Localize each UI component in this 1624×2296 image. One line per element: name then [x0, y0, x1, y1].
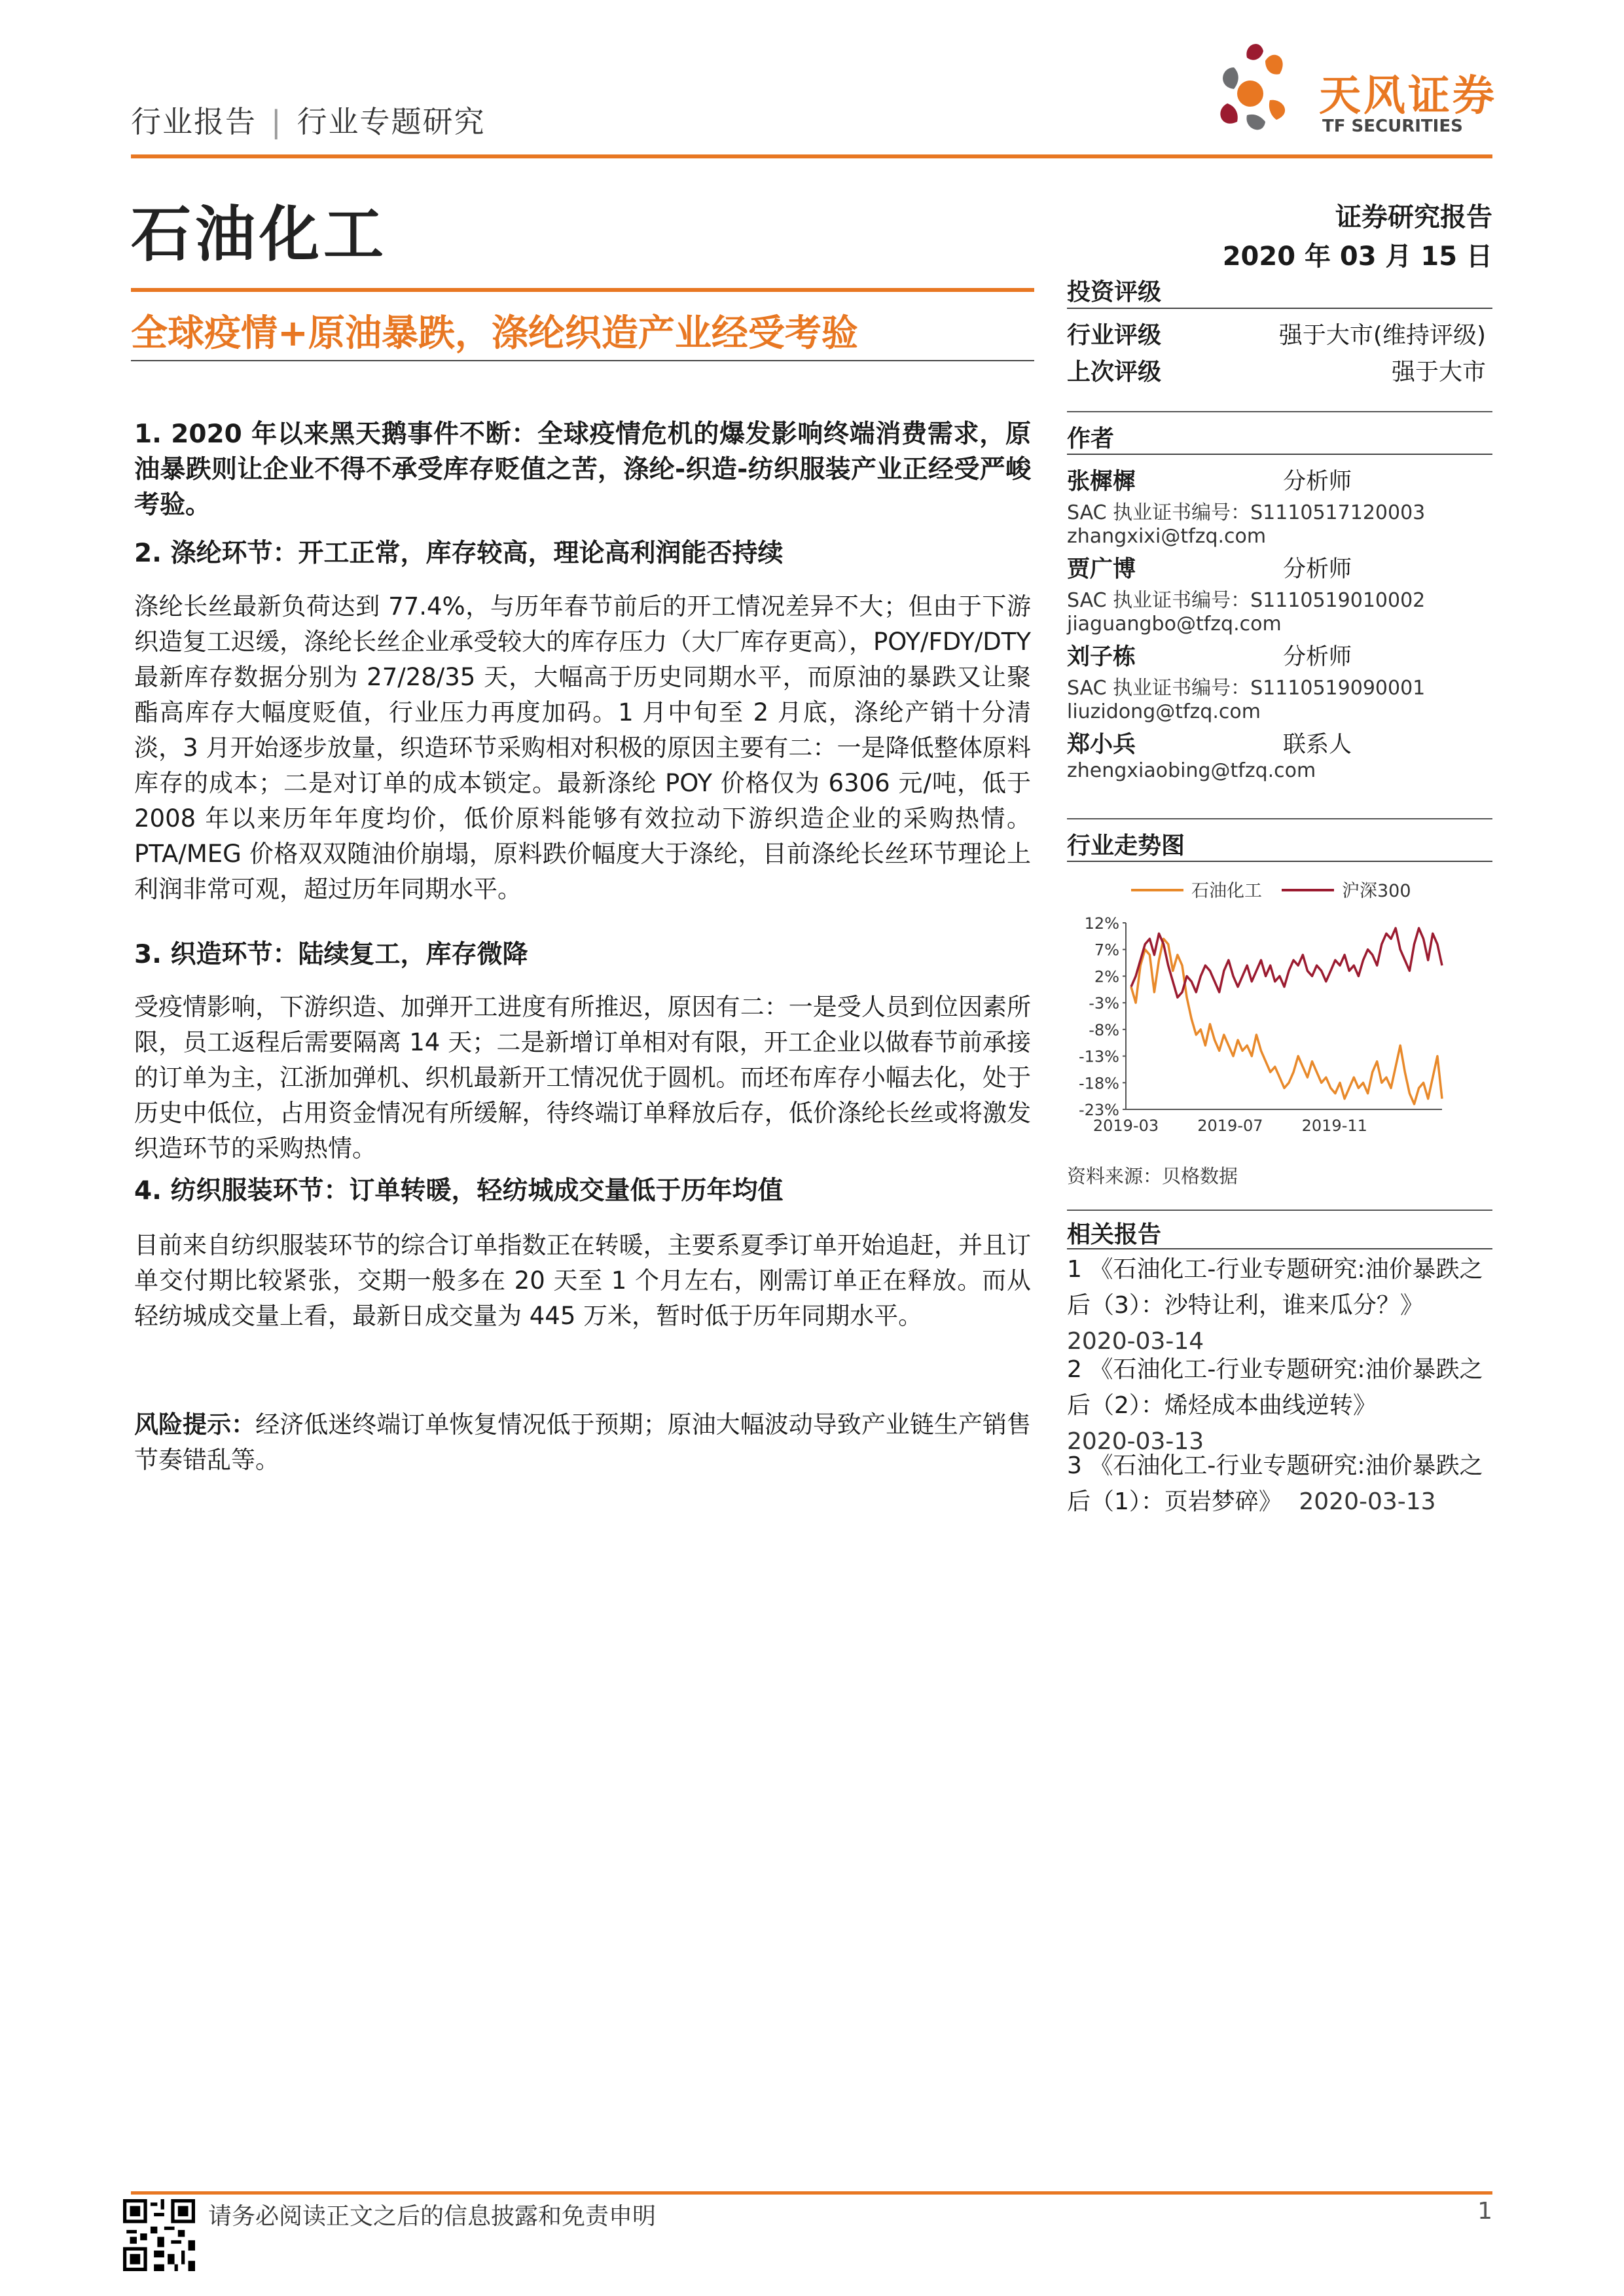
- related-report-2[interactable]: [1067, 1352, 1492, 1460]
- section-paragraph-4: 目前来自纺织服装环节的综合订单指数正在转暖，主要系夏季订单开始追赶，并且订单交付期比较紧张，交期一般多在 20 天至 1 个月左右，刚需订单正在释放。而从轻纺城成交量上看，最新日成交量为 445 万米，暂时低于历年同期水平。: [134, 1231, 1031, 1330]
- author-role: 分析师: [1283, 469, 1352, 495]
- authors-top-rule: [1067, 411, 1492, 412]
- x-tick-label: 2019-07: [1197, 1117, 1263, 1135]
- author-role: 分析师: [1283, 556, 1352, 583]
- category-separator: |: [271, 104, 283, 139]
- series-line-petrochem: [1131, 939, 1442, 1104]
- author-role: 分析师: [1283, 644, 1352, 670]
- legend-label: 沪深300: [1342, 881, 1411, 901]
- industry-name: 石油化工: [131, 200, 388, 270]
- chart-legend: [1131, 881, 1411, 901]
- author-cert: SAC 执业证书编号：S1110517120003: [1067, 501, 1426, 524]
- author-name: 张樨樨 分析师: [1067, 463, 1492, 496]
- legend-label: 石油化工: [1191, 881, 1262, 901]
- qr-code-icon: [123, 2199, 195, 2271]
- rating-value: 强于大市(维持评级): [1278, 322, 1486, 349]
- y-tick-label: -13%: [1078, 1047, 1119, 1066]
- author-name: 刘子栋 分析师: [1067, 639, 1492, 672]
- report-date: 2020 年 03 月 15 日: [1222, 242, 1492, 272]
- risk-warning: [134, 1407, 1031, 1478]
- prev-rating-value: 强于大市: [1391, 359, 1486, 386]
- author-cert: SAC 执业证书编号：S1110519010002: [1067, 589, 1426, 612]
- prev-rating-label: 上次评级: [1067, 359, 1162, 386]
- related-report-1[interactable]: [1067, 1251, 1492, 1359]
- trend-top-rule: [1067, 818, 1492, 819]
- section-heading-4: 4. 纺织服装环节：订单转暖，轻纺城成交量低于历年均值: [134, 1176, 784, 1206]
- x-tick-label: 2019-03: [1092, 1117, 1159, 1135]
- chart-plot-area: [1131, 928, 1442, 1104]
- rating-rule: [1067, 308, 1492, 309]
- page-number: 1: [1477, 2198, 1492, 2225]
- author-block-2: [1067, 551, 1492, 636]
- related-report-title[interactable]: 3 《石油化工-行业专题研究:油价暴跌之后（1）：页岩梦碎》: [1067, 1452, 1483, 1515]
- author-block-4: [1067, 726, 1492, 782]
- subcategory-label: 行业专题研究: [297, 104, 486, 139]
- section-heading-2: 2. 涤纶环节：开工正常，库存较高，理论高利润能否持续: [134, 539, 784, 568]
- report-category: [131, 98, 486, 141]
- report-kind: 证券研究报告: [1335, 202, 1492, 232]
- category-label: 行业报告: [131, 104, 257, 139]
- y-tick-label: 2%: [1094, 967, 1119, 986]
- related-report-3[interactable]: [1067, 1448, 1492, 1520]
- x-tick-label: 2019-11: [1301, 1117, 1367, 1135]
- author-name: 贾广博 分析师: [1067, 551, 1492, 584]
- chart-x-axis: [1093, 1109, 1442, 1135]
- trend-rule: [1067, 861, 1492, 862]
- related-report-title[interactable]: 1 《石油化工-行业专题研究:油价暴跌之后（3）：沙特让利，谁来瓜分？》: [1067, 1256, 1483, 1319]
- related-top-rule: [1067, 1210, 1492, 1211]
- risk-label: 风险提示：: [134, 1410, 256, 1439]
- chart-y-axis: [1079, 914, 1126, 1119]
- related-report-date: 2020-03-13: [1299, 1488, 1436, 1515]
- author-email[interactable]: zhengxiaobing@tfzq.com: [1067, 759, 1316, 782]
- trend-title: 行业走势图: [1067, 833, 1185, 859]
- rating-row: [1067, 317, 1492, 350]
- disclaimer-notice[interactable]: 请务必阅读正文之后的信息披露和免责申明: [208, 2203, 657, 2230]
- related-title: 相关报告: [1067, 1221, 1162, 1248]
- author-name: 郑小兵 联系人: [1067, 726, 1492, 759]
- title-rule: [131, 288, 1034, 292]
- report-title: 全球疫情+原油暴跌，涤纶织造产业经受考验: [131, 312, 858, 355]
- section-heading-3: 3. 织造环节：陆续复工，库存微降: [134, 940, 528, 969]
- author-role: 联系人: [1283, 732, 1352, 758]
- y-tick-label: 12%: [1084, 914, 1119, 933]
- authors-title: 作者: [1067, 425, 1115, 452]
- title-underline: [131, 360, 1034, 361]
- related-report-title[interactable]: 2 《石油化工-行业专题研究:油价暴跌之后（2）：烯烃成本曲线逆转》: [1067, 1356, 1483, 1419]
- summary-point-1: 1. 2020 年以来黑天鹅事件不断：全球疫情危机的爆发影响终端消费需求，原油暴跌则让企业不得不承受库存贬值之苦，涤纶-织造-纺织服装产业正经受严峻考验。: [134, 420, 1031, 520]
- authors-rule: [1067, 454, 1492, 455]
- author-email[interactable]: liuzidong@tfzq.com: [1067, 700, 1261, 723]
- author-email[interactable]: zhangxixi@tfzq.com: [1067, 525, 1267, 548]
- prev-rating-row: [1067, 353, 1492, 387]
- brand-name-en: TF SECURITIES: [1322, 117, 1463, 136]
- industry-trend-chart: [1066, 870, 1491, 1178]
- chart-source: 资料来源：贝格数据: [1067, 1165, 1238, 1187]
- y-tick-label: -3%: [1089, 994, 1119, 1013]
- y-tick-label: 7%: [1094, 941, 1119, 960]
- brand-name-cn: 天风证券: [1319, 72, 1497, 120]
- rating-label: 行业评级: [1067, 322, 1162, 349]
- section-paragraph-2: 涤纶长丝最新负荷达到 77.4%，与历年春节前后的开工情况差异不大；但由于下游织造复工迟缓，涤纶长丝企业承受较大的库存压力（大厂库存更高），POY/FDY/DTY 最新库存数据分别为 27/28/35 天，大幅高于历史同期水平，而原油的暴跌又让聚酯高库存大幅度贬值，行业压力再度加码。1 月中旬至 2 月底，涤纶产销十分清淡，3 月开始逐步放量，织造环节采购相对积极的原因主要有二：一是降低整体原料库存的成本；二是对订单的成本锁定。最新涤纶 POY 价格仅为 6306 元/吨，低于 2008 年以来历年年度均价，低价原料能够有效拉动下游织造企业的采购热情。PTA/MEG 价格双双随油价崩塌，原料跌价幅度大于涤纶，目前涤纶长丝环节理论上利润非常可观，超过历年同期水平。: [134, 592, 1031, 903]
- related-report-date: 2020-03-13: [1067, 1428, 1204, 1455]
- header-rule: [131, 154, 1492, 158]
- section-paragraph-3: 受疫情影响，下游织造、加弹开工进度有所推迟，原因有二：一是受人员到位因素所限，员工返程后需要隔离 14 天；二是新增订单相对有限，开工企业以做春节前承接的订单为主，江浙加弹机、织机最新开工情况优于圆机。而坯布库存小幅去化，处于历史中低位，占用资金情况有所缓解，待终端订单释放后存，低价涤纶长丝或将激发织造环节的采购热情。: [134, 993, 1031, 1162]
- y-tick-label: -8%: [1089, 1020, 1119, 1039]
- y-tick-label: -18%: [1078, 1074, 1119, 1093]
- rating-section: [1067, 274, 1492, 307]
- author-email[interactable]: jiaguangbo@tfzq.com: [1067, 613, 1282, 636]
- related-rule: [1067, 1248, 1492, 1249]
- footer-rule: [131, 2191, 1492, 2195]
- risk-text: 经济低迷终端订单恢复情况低于预期；原油大幅波动导致产业链生产销售节奏错乱等。: [134, 1410, 1031, 1474]
- series-line-csi300: [1131, 928, 1442, 997]
- author-cert: SAC 执业证书编号：S1110519090001: [1067, 677, 1426, 700]
- y-tick-label: -23%: [1078, 1101, 1119, 1119]
- related-report-date: 2020-03-14: [1067, 1328, 1204, 1355]
- rating-title: 投资评级: [1067, 279, 1162, 306]
- author-block-1: [1067, 463, 1492, 548]
- author-block-3: [1067, 639, 1492, 723]
